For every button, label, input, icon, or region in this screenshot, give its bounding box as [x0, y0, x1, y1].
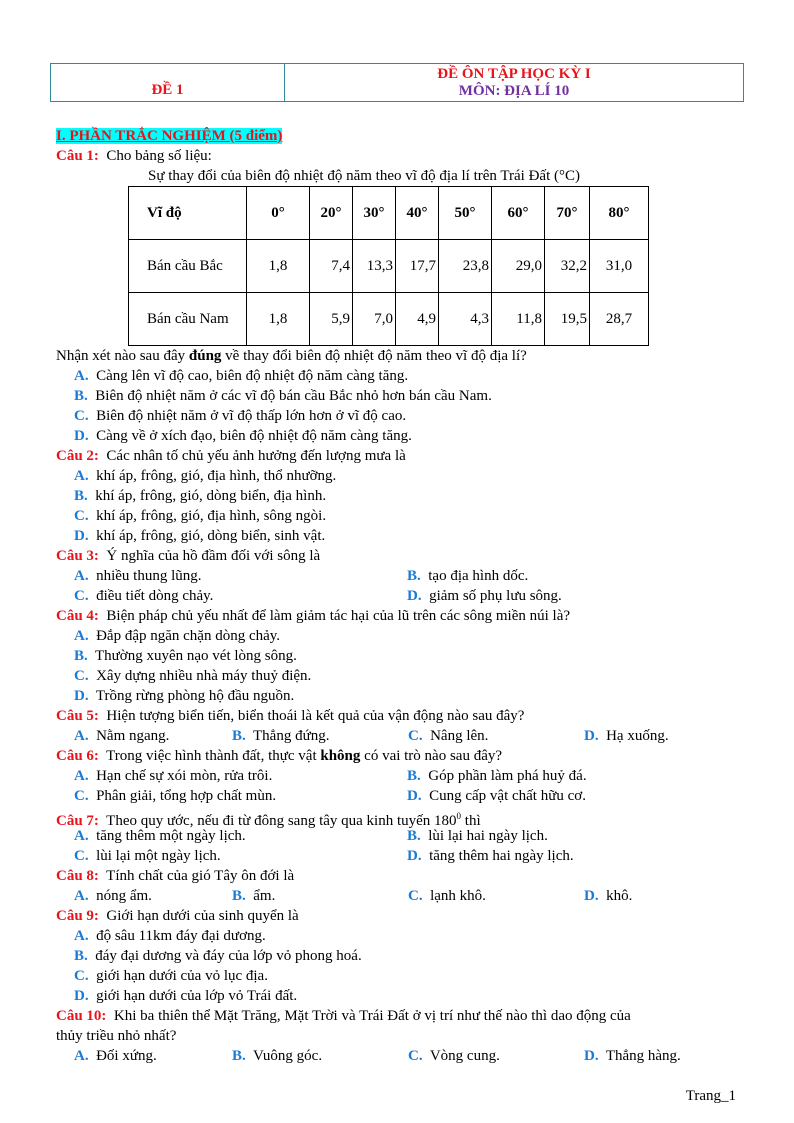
answer-option[interactable]: B. Thường xuyên nạo vét lòng sông.	[74, 648, 297, 664]
answer-option[interactable]: D. Cung cấp vật chất hữu cơ.	[407, 788, 586, 804]
table-caption: Sự thay đổi của biên độ nhiệt độ năm theo vĩ độ địa lí trên Trái Đất (°C)	[148, 168, 580, 184]
answer-option[interactable]: B. lùi lại hai ngày lịch.	[407, 828, 548, 844]
table-cell: 11,8	[492, 293, 545, 346]
answer-option[interactable]: A. Đắp đập ngăn chặn dòng chảy.	[74, 628, 281, 644]
answer-option[interactable]: A. Đối xứng.	[74, 1048, 157, 1064]
answer-row	[56, 846, 740, 866]
question-5: Câu 5: Hiện tượng biển tiến, biển thoái là kết quả của vận động nào sau đây?	[56, 708, 525, 724]
answer-option[interactable]: B. Thẳng đứng.	[232, 728, 330, 744]
answer-option[interactable]: C. Vòng cung.	[408, 1048, 500, 1064]
table-header-cell: 0°	[247, 187, 310, 240]
exam-header	[50, 63, 744, 102]
answer-row	[56, 566, 740, 586]
table-cell: 29,0	[492, 240, 545, 293]
answer-option[interactable]: C. Biên độ nhiệt năm ở vĩ độ thấp lớn hơn ở vĩ độ cao.	[74, 408, 407, 424]
answer-option[interactable]: D. Hạ xuống.	[584, 728, 669, 744]
data-table	[128, 186, 649, 346]
question-9: Câu 9: Giới hạn dưới của sinh quyển là	[56, 908, 299, 924]
table-cell: 4,3	[439, 293, 492, 346]
exam-content	[56, 126, 740, 1066]
answer-option[interactable]: D. khô.	[584, 888, 633, 904]
answer-option[interactable]: D. Càng về ở xích đạo, biên độ nhiệt độ năm càng tăng.	[74, 428, 412, 444]
answer-option[interactable]: C. Phân giải, tổng hợp chất mùn.	[74, 788, 277, 804]
answer-option[interactable]: C. giới hạn dưới của vỏ lục địa.	[74, 968, 268, 984]
table-cell: 28,7	[590, 293, 649, 346]
question-4: Câu 4: Biện pháp chủ yếu nhất để làm giảm tác hại của lũ trên các sông miền núi là?	[56, 608, 571, 624]
answer-row	[56, 1046, 740, 1066]
answer-option[interactable]: D. giới hạn dưới của lớp vỏ Trái đất.	[74, 988, 298, 1004]
answer-option[interactable]: B. Vuông góc.	[232, 1048, 323, 1064]
exam-title: ĐỀ ÔN TẬP HỌC KỲ I	[437, 66, 591, 82]
table-cell: 1,8	[247, 293, 310, 346]
answer-option[interactable]: A. nóng ẩm.	[74, 888, 152, 904]
answer-option[interactable]: A. Hạn chế sự xói mòn, rửa trôi.	[74, 768, 273, 784]
page-number: Trang_1	[685, 1088, 736, 1104]
answer-row	[56, 726, 740, 746]
question-text: Cho bảng số liệu:	[106, 148, 212, 164]
table-header-cell: 70°	[545, 187, 590, 240]
answer-option[interactable]: C. Nâng lên.	[408, 728, 489, 744]
exam-subject: MÔN: ĐỊA LÍ 10	[458, 83, 570, 99]
answer-option[interactable]: B. đáy đại dương và đáy của lớp vỏ phong hoá.	[74, 948, 362, 964]
table-cell: 1,8	[247, 240, 310, 293]
answer-row	[56, 786, 740, 806]
answer-row	[56, 826, 740, 846]
table-header-cell: 40°	[396, 187, 439, 240]
answer-option[interactable]: C. lùi lại một ngày lịch.	[74, 848, 221, 864]
answer-option[interactable]: C. khí áp, frông, gió, địa hình, sông ngòi.	[74, 508, 327, 524]
table-header-cell: 20°	[310, 187, 353, 240]
answer-option[interactable]: A. nhiều thung lũng.	[74, 568, 202, 584]
question-1-stem: Nhận xét nào sau đây đúng về thay đổi biên độ nhiệt độ năm theo vĩ độ địa lí?	[56, 348, 527, 364]
table-row	[129, 240, 649, 293]
table-header-cell: 50°	[439, 187, 492, 240]
table-header-row	[129, 187, 649, 240]
table-header-cell: Vĩ độ	[129, 187, 247, 240]
table-cell: 19,5	[545, 293, 590, 346]
answer-option[interactable]: D. tăng thêm hai ngày lịch.	[407, 848, 574, 864]
table-header-cell: 30°	[353, 187, 396, 240]
answer-option[interactable]: A. Nằm ngang.	[74, 728, 170, 744]
question-10-cont: thủy triều nhỏ nhất?	[56, 1028, 177, 1044]
table-cell: 23,8	[439, 240, 492, 293]
exam-code-cell	[51, 64, 285, 101]
answer-option[interactable]: B. tạo địa hình dốc.	[407, 568, 529, 584]
answer-option[interactable]: A. độ sâu 11km đáy đại dương.	[74, 928, 266, 944]
question-3: Câu 3: Ý nghĩa của hồ đầm đối với sông là	[56, 548, 321, 564]
question-7: Câu 7: Theo quy ước, nếu đi từ đông sang tây qua kinh tuyến $180^0$ thì	[56, 811, 481, 829]
exam-code: ĐỀ 1	[151, 82, 184, 98]
answer-option[interactable]: B. ẩm.	[232, 888, 276, 904]
question-6: Câu 6: Trong việc hình thành đất, thực vật không có vai trò nào sau đây?	[56, 748, 503, 764]
table-header-cell: 80°	[590, 187, 649, 240]
answer-row	[56, 886, 740, 906]
table-cell: 31,0	[590, 240, 649, 293]
table-cell: 7,4	[310, 240, 353, 293]
answer-option[interactable]: D. giảm số phụ lưu sông.	[407, 588, 562, 604]
table-header-cell: 60°	[492, 187, 545, 240]
answer-row	[56, 586, 740, 606]
table-cell: 5,9	[310, 293, 353, 346]
answer-option[interactable]: C. lạnh khô.	[408, 888, 486, 904]
table-cell: 13,3	[353, 240, 396, 293]
table-cell: Bán cầu Nam	[129, 293, 247, 346]
answer-option[interactable]: A. khí áp, frông, gió, địa hình, thổ nhưỡng.	[74, 468, 337, 484]
answer-option[interactable]: D. Thẳng hàng.	[584, 1048, 681, 1064]
table-row	[129, 293, 649, 346]
exam-title-cell	[285, 64, 743, 101]
answer-option[interactable]: B. khí áp, frông, gió, dòng biển, địa hình.	[74, 488, 327, 504]
table-cell: 7,0	[353, 293, 396, 346]
question-2: Câu 2: Các nhân tố chủ yếu ảnh hưởng đến lượng mưa là	[56, 448, 406, 464]
answer-option[interactable]: B. Biên độ nhiệt năm ở các vĩ độ bán cầu Bắc nhỏ hơn bán cầu Nam.	[74, 388, 492, 404]
answer-option[interactable]: A. Càng lên vĩ độ cao, biên độ nhiệt độ năm càng tăng.	[74, 368, 409, 384]
table-cell: Bán cầu Bắc	[129, 240, 247, 293]
section-title: I. PHẦN TRẮC NGHIỆM (5 điểm)	[56, 128, 283, 144]
answer-option[interactable]: C. Xây dựng nhiều nhà máy thuỷ điện.	[74, 668, 312, 684]
table-cell: 32,2	[545, 240, 590, 293]
question-number: Câu 1:	[56, 148, 99, 164]
answer-option[interactable]: A. tăng thêm một ngày lịch.	[74, 828, 246, 844]
answer-option[interactable]: D. Trồng rừng phòng hộ đầu nguồn.	[74, 688, 295, 704]
question-1	[56, 146, 740, 166]
table-cell: 17,7	[396, 240, 439, 293]
answer-option[interactable]: D. khí áp, frông, gió, dòng biển, sinh vật.	[74, 528, 326, 544]
question-10: Câu 10: Khi ba thiên thể Mặt Trăng, Mặt Trời và Trái Đất ở vị trí như thế nào thì dao động của	[56, 1008, 631, 1024]
answer-option[interactable]: C. điều tiết dòng chảy.	[74, 588, 214, 604]
answer-row	[56, 766, 740, 786]
answer-option[interactable]: B. Góp phần làm phá huỷ đá.	[407, 768, 587, 784]
table-cell: 4,9	[396, 293, 439, 346]
question-8: Câu 8: Tính chất của gió Tây ôn đới là	[56, 868, 295, 884]
